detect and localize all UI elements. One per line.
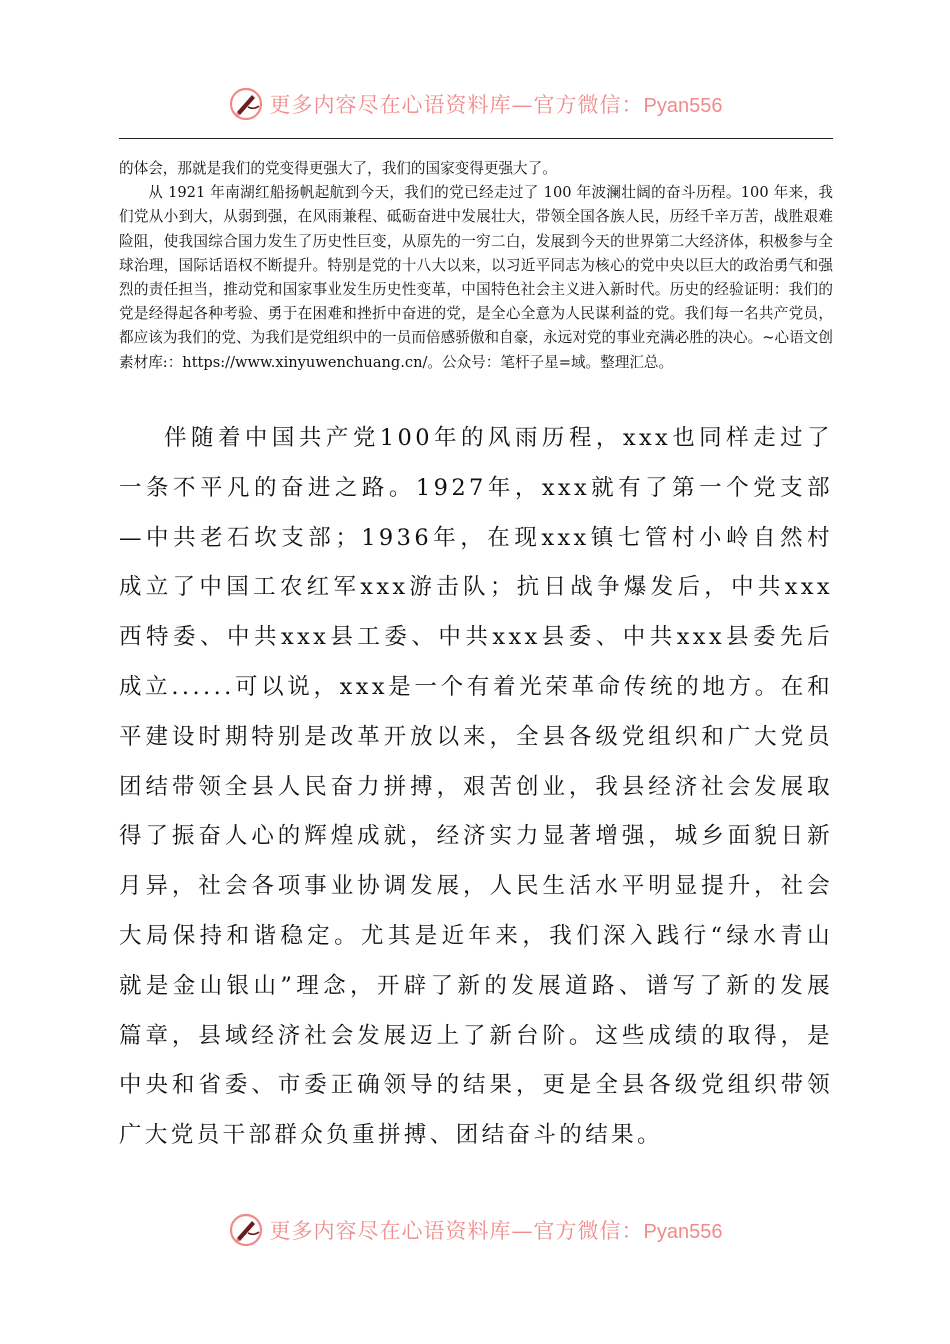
small-paragraph: 从 1921 年南湖红船扬帆起航到今天，我们的党已经走过了 100 年波澜壮阔的奋斗历程。100 年来，我们党从小到大，从弱到强，在风雨兼程、砥砺奋进中发展壮大，带领全国各族人民，历经千辛万苦，战胜艰难险阻，使我国综合国力发生了历史性巨变，从原先的一穷二白，发展到今天的世界第二大经济体，积极参与全球治理，国际话语权不断提升。特别是党的十八大以来，以习近平同志为核心的党中央以巨大的政治勇气和强烈的责任担当，推动党和国家事业发生历史性变革，中国特色社会主义进入新时代。历史的经验证明：我们的党是经得起各种考验、勇于在困难和挫折中奋进的党，是全心全意为人民谋利益的党。我们每一名共产党员，都应该为我们的党、为我们是党组织中的一员而倍感骄傲和自豪，永远对党的事业充满必胜的决心。~心语文创素材库:：https://www.xinyuwenchuang.cn/。公众号：笔杆子星=域。整理汇总。	[119, 184, 833, 371]
footer-banner-main: 更多内容尽在心语资料库—官方微信：	[269, 1219, 644, 1243]
footer-banner-text	[270, 1215, 723, 1245]
header-banner-text	[270, 89, 723, 119]
header-banner-main: 更多内容尽在心语资料库—官方微信：	[269, 93, 644, 117]
pen-circle-logo-icon	[228, 86, 264, 122]
header-banner-wechat: Pyan556	[643, 95, 723, 117]
small-continuation-line: 的体会，那就是我们的党变得更强大了，我们的国家变得更强大了。	[119, 160, 557, 177]
header-divider	[119, 138, 833, 139]
header-banner	[0, 84, 950, 124]
pen-circle-logo-icon	[228, 1212, 264, 1248]
footer-banner	[0, 1210, 950, 1250]
footer-banner-wechat: Pyan556	[643, 1221, 723, 1243]
main-text-section	[119, 414, 833, 1161]
small-text-section	[119, 157, 833, 375]
main-paragraph: 伴随着中国共产党100年的风雨历程，xxx也同样走过了一条不平凡的奋进之路。1927年，xxx就有了第一个党支部—中共老石坎支部；1936年，在现xxx镇七管村小岭自然村成立了中国工农红军xxx游击队；抗日战争爆发后，中共xxx西特委、中共xxx县工委、中共xxx县委、中共xxx县委先后成立......可以说，xxx是一个有着光荣革命传统的地方。在和平建设时期特别是改革开放以来，全县各级党组织和广大党员团结带领全县人民奋力拼搏，艰苦创业，我县经济社会发展取得了振奋人心的辉煌成就，经济实力显著增强，城乡面貌日新月异，社会各项事业协调发展，人民生活水平明显提升，社会大局保持和谐稳定。尤其是近年来，我们深入践行“绿水青山就是金山银山”理念，开辟了新的发展道路、谱写了新的发展篇章，县域经济社会发展迈上了新台阶。这些成绩的取得，是中央和省委、市委正确领导的结果，更是全县各级党组织带领广大党员干部群众负重拼搏、团结奋斗的结果。	[119, 425, 833, 1149]
